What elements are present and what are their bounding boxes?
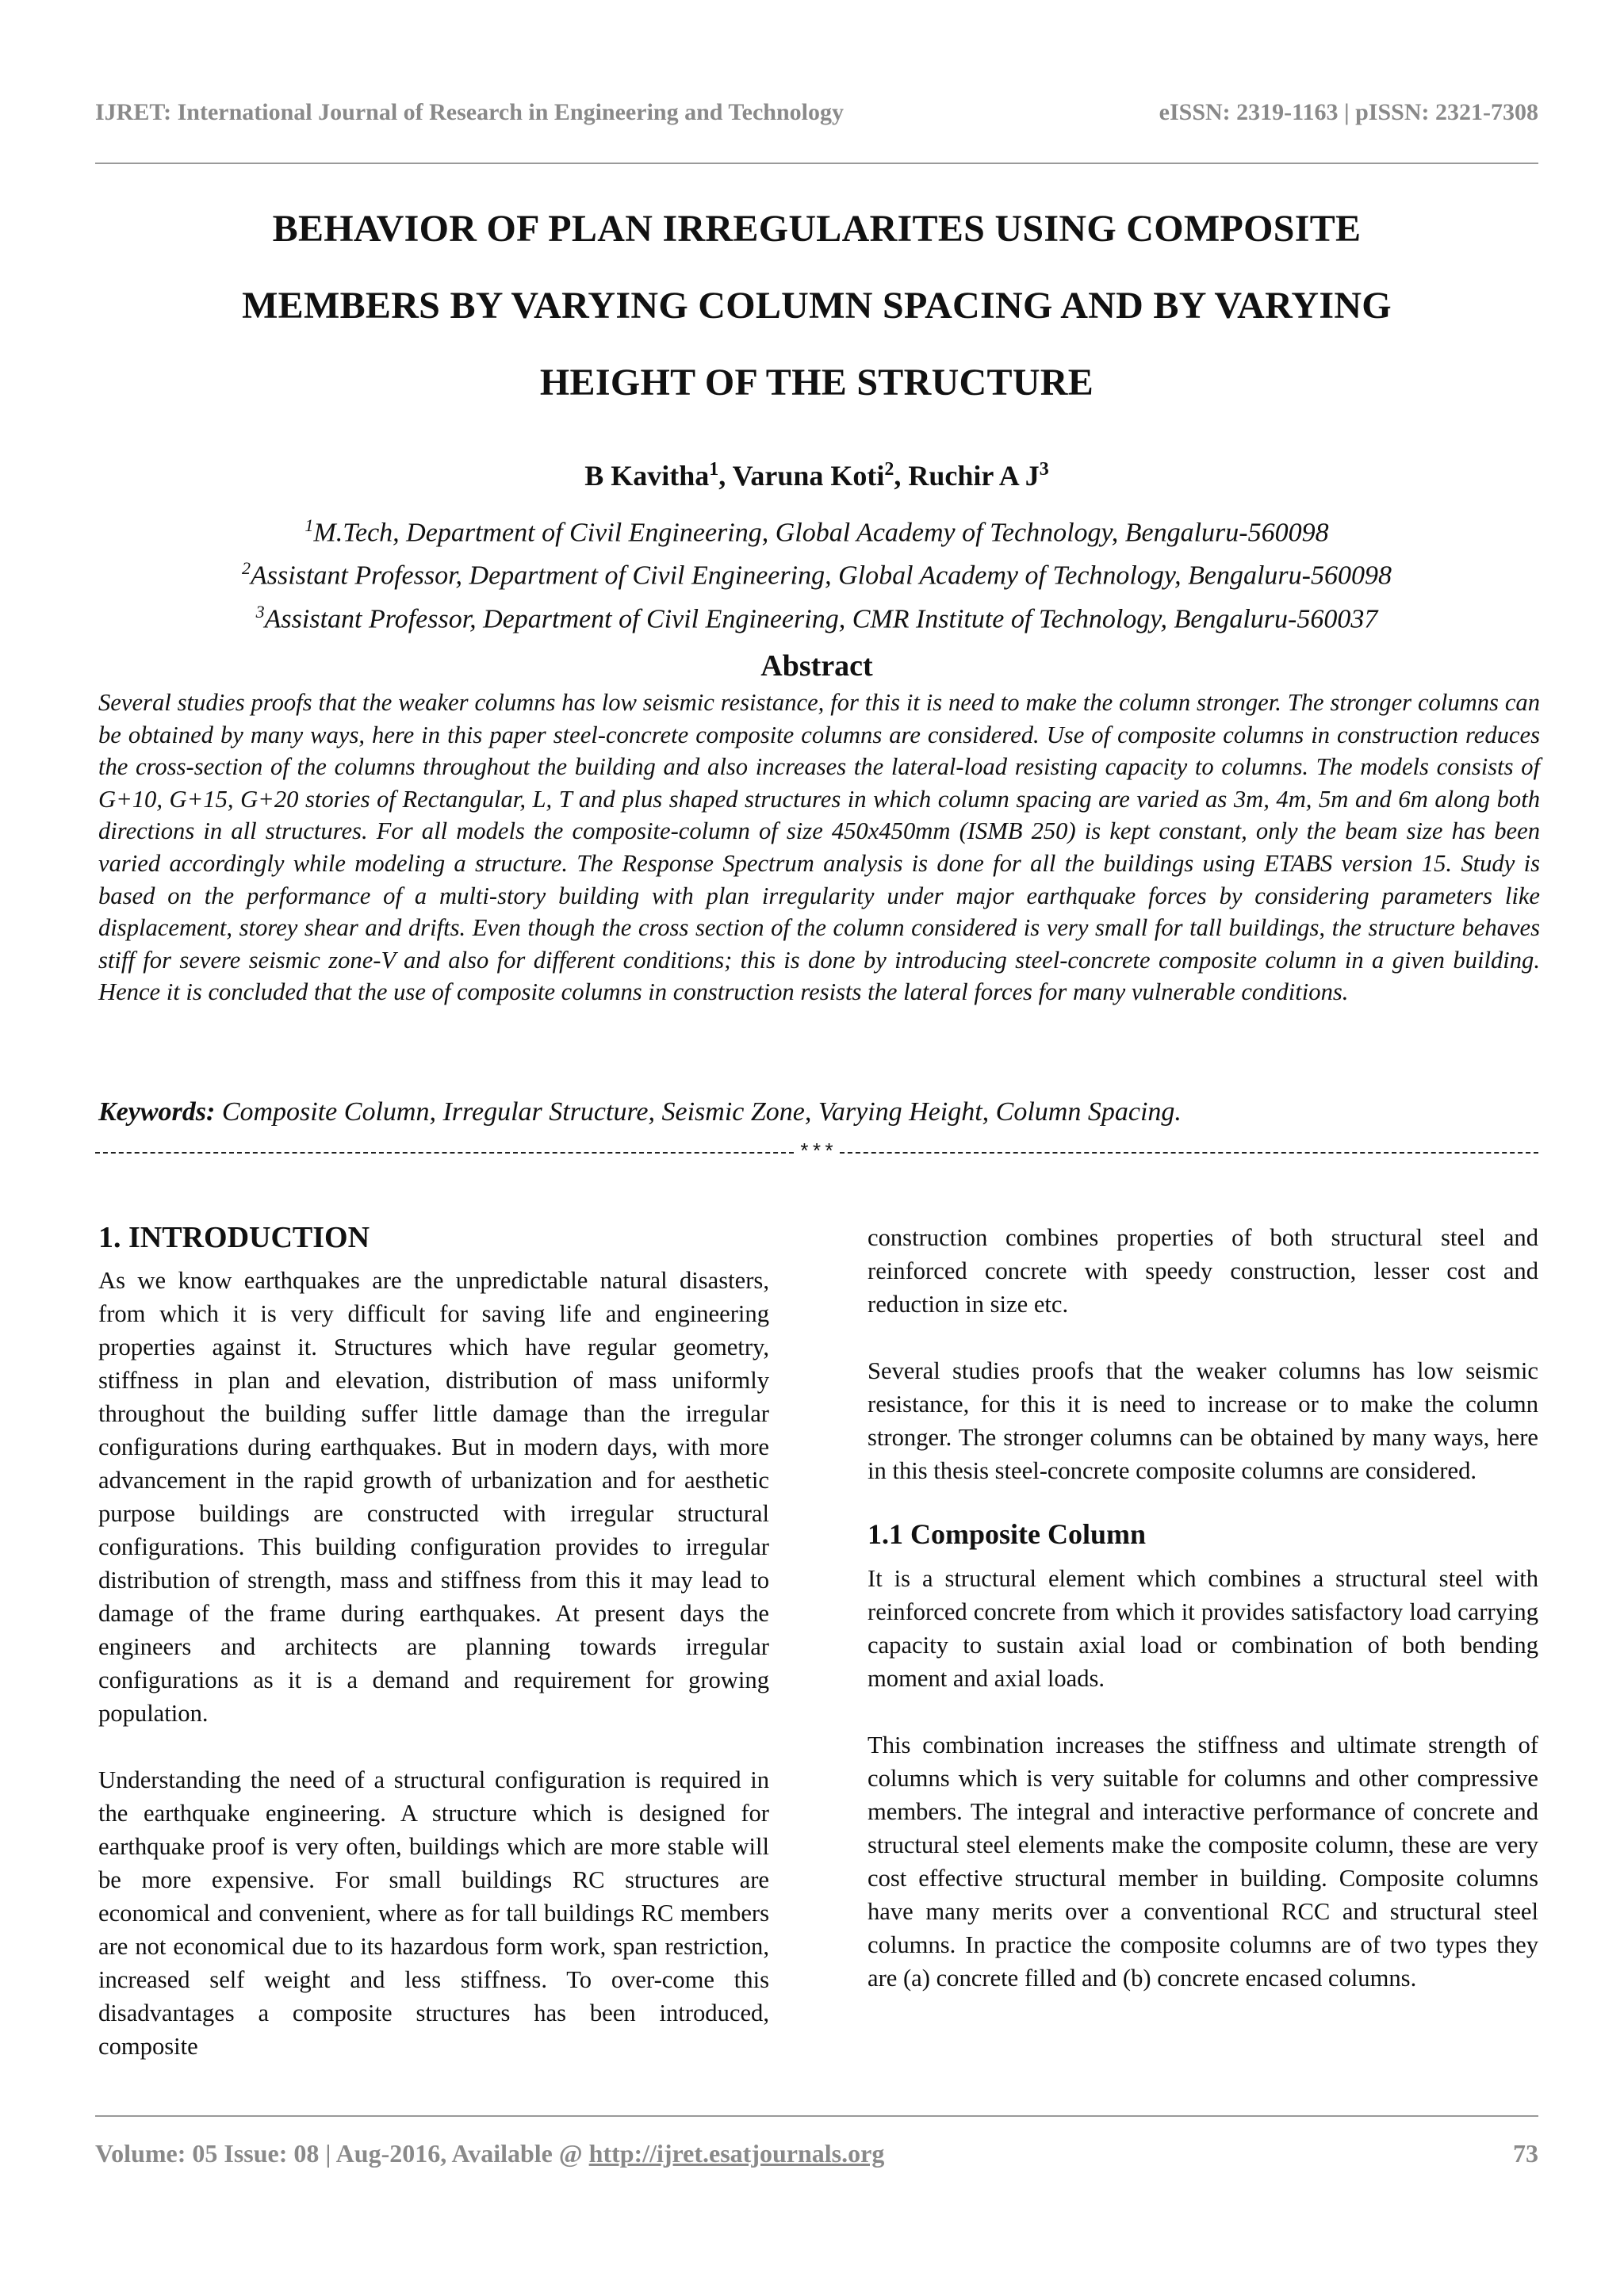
affiliation-text: M.Tech, Department of Civil Engineering, Global Academy of Technology, Bengaluru-560098 [313,518,1329,548]
affiliation-sup: 3 [255,601,265,622]
keywords-label: Keywords: [98,1097,216,1127]
paragraph: construction combines properties of both structural steel and reinforced concrete with speedy construction, lesser cost and reduction in size etc. [868,1224,1538,1318]
paper-title [95,190,1538,421]
author-separator: , [718,460,733,492]
affiliation [95,594,1538,637]
abstract-heading: Abstract [760,649,873,683]
author-name: B Kavitha [584,460,710,492]
right-column [868,1221,1538,1995]
paragraph: It is a structural element which combines a structural steel with reinforced concrete from which it provides satisfactory load carrying capacity to sustain axial load or combination of both bending moment and axial loads. [868,1565,1538,1692]
running-header [95,97,1538,128]
author-sup: 1 [709,459,719,480]
journal-name: IJRET: International Journal of Research in Engineering and Technology [95,99,845,125]
affiliation-sup: 1 [304,515,314,535]
author-sup: 2 [884,459,894,480]
footer-rule [95,2115,1538,2117]
author-separator: , [894,460,909,492]
affiliation [95,507,1538,550]
affiliation-text: Assistant Professor, Department of Civil Engineering, CMR Institute of Technology, Bengaluru-560037 [264,603,1378,633]
affiliation [95,550,1538,593]
affiliation-text: Assistant Professor, Department of Civil Engineering, Global Academy of Technology, Bengaluru-560098 [251,561,1392,591]
affiliation-list [95,507,1538,637]
journal-url-link[interactable]: http://ijret.esatjournals.org [588,2138,885,2168]
dashed-line [840,1152,1538,1154]
keywords-text: Composite Column, Irregular Structure, Seismic Zone, Varying Height, Column Spacing. [221,1097,1182,1127]
left-column [98,1218,769,2063]
running-footer [95,2134,1538,2172]
volume-text: Volume: 05 Issue: 08 | Aug-2016, Available @ [95,2138,589,2168]
author-name: Ruchir A J [908,460,1040,492]
title-line: HEIGHT OF THE STRUCTURE [539,362,1094,404]
paragraph: Several studies proofs that the weaker columns has low seismic resistance, for this it is need to increase or to make the column stronger. The stronger columns can be obtained by many ways, here in this thesis steel-concrete composite columns are considered. [868,1357,1538,1484]
separator-stars: *** [798,1141,836,1165]
paragraph: This combination increases the stiffness and ultimate strength of columns which is very suitable for columns and other compressive members. The integral and interactive performance of concrete and structural steel elements make the composite column, these are very cost effective structural member in building. Composite columns have many merits over a conventional RCC and structural steel columns. In practice the composite columns are of two types they are (a) concrete filled and (b) concrete encased columns. [868,1732,1538,1992]
subsection-heading: 1.1 Composite Column [868,1518,1147,1550]
issn-info: eISSN: 2319-1163 | pISSN: 2321-7308 [1159,99,1538,125]
section-separator [95,1138,1538,1167]
author-list [95,450,1538,495]
title-line: BEHAVIOR OF PLAN IRREGULARITES USING COMPOSITE [272,208,1362,250]
page-number: 73 [1513,2138,1538,2168]
header-rule [95,163,1538,164]
author-sup: 3 [1039,459,1049,480]
affiliation-sup: 2 [242,558,251,579]
section-heading: 1. INTRODUCTION [98,1221,370,1254]
paragraph: Understanding the need of a structural configuration is required in the earthquake engineering. A structure which is designed for earthquake proof is very often, buildings which are more stable will be more expensive. For small buildings RC structures are economical and convenient, where as for tall buildings RC members are not economical due to its hazardous form work, span restriction, increased self weight and less stiffness. To over-come this disadvantages a composite structures has been introduced, composite [98,1766,769,2060]
author-name: Varuna Koti [732,460,885,492]
abstract-body: Several studies proofs that the weaker columns has low seismic resistance, for this it is need to make the column stronger. The stronger columns can be obtained by many ways, here in this paper steel-concrete composite columns are considered. Use of composite columns in construction reduces the cross-section of the columns throughout the building and also increases the lateral-load resisting capacity to columns. The models consists of G+10, G+15, G+20 stories of Rectangular, L, T and plus shaped structures in which column spacing are varied as 3m, 4m, 5m and 6m along both directions in all structures. For all models the composite-column of size 450x450mm (ISMB 250) is kept constant, only the beam size has been varied accordingly while modeling a structure. The Response Spectrum analysis is done for all the buildings using ETABS version 15. Study is based on the performance of a multi-story building with plan irregularity under major earthquake forces by considering parameters like displacement, storey shear and drifts. Even though the cross section of the column considered is very small for tall buildings, the structure behaves stiff for severe seismic zone-V and also for different conditions; this is done by introducing steel-concrete composite column in a given building. Hence it is concluded that the use of composite columns in construction resists the lateral forces for many vulnerable conditions. [98,689,1540,1006]
title-line: MEMBERS BY VARYING COLUMN SPACING AND BY VARYING [242,285,1392,327]
footer-volume-info [95,2139,884,2168]
dashed-line [95,1152,794,1154]
paragraph: As we know earthquakes are the unpredictable natural disasters, from which it is very difficult for saving life and engineering properties against it. Structures which have regular geometry, stiffness in plan and elevation, distribution of mass uniformly throughout the building suffer little damage than the irregular configurations during earthquakes. But in modern days, with more advancement in the rapid growth of urbanization and for aesthetic purpose buildings are constructed with irregular structural configurations. This building configuration provides to irregular distribution of strength, mass and stiffness from this it may lead to damage of the frame during earthquakes. At present days the engineers and architects are planning towards irregular configurations as it is a demand and requirement for growing population. [98,1267,769,1727]
keywords [98,1094,1540,1131]
